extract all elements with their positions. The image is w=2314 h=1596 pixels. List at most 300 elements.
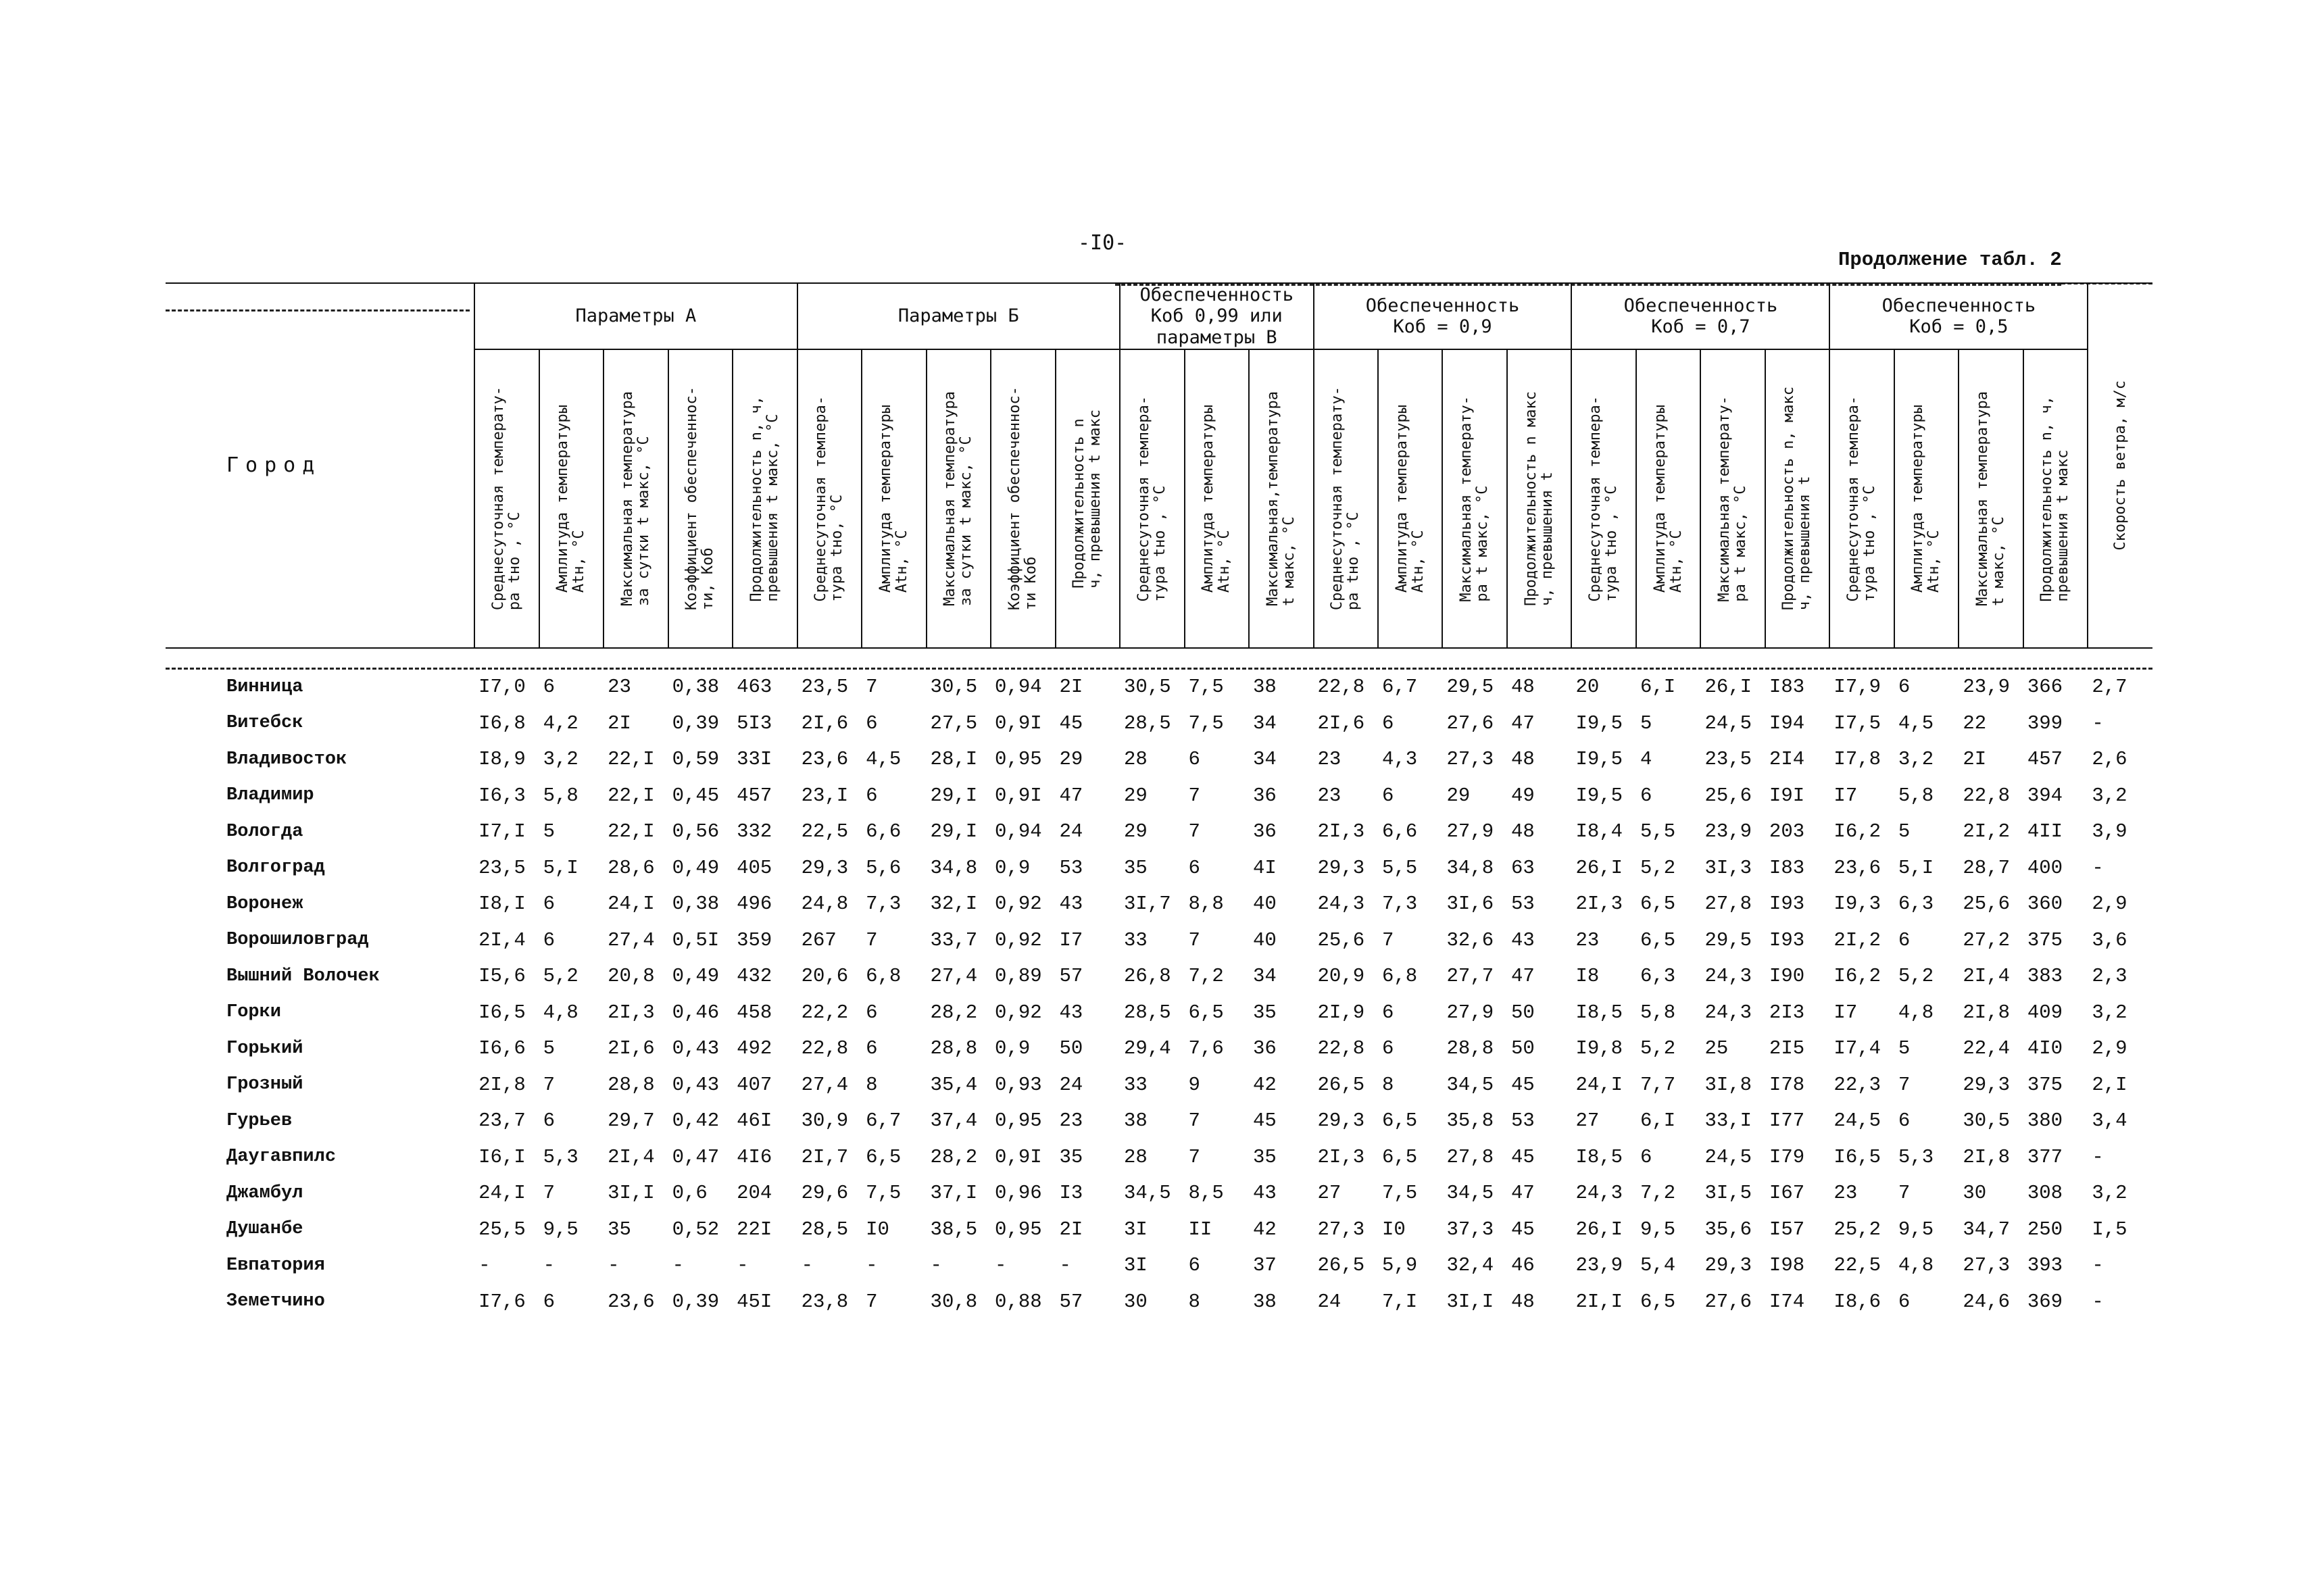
table-cell: I7,I <box>478 820 526 843</box>
table-cell: 0,43 <box>672 1073 720 1096</box>
table-cell: 6,3 <box>1640 965 1676 988</box>
table-cell: - <box>608 1254 620 1277</box>
subheader-23: Амплитуда температуры Аtн, °С <box>1894 349 1959 648</box>
table-cell: 22,8 <box>1963 784 2011 807</box>
table-cell: 27 <box>1317 1182 1341 1205</box>
table-cell: 3,9 <box>2092 820 2127 843</box>
table-cell: 3I,6 <box>1446 893 1494 916</box>
subheader-16: Максимальная температу- ра t макс, °С <box>1442 349 1506 648</box>
table-cell: I9I <box>1769 784 1805 807</box>
subheader-5: Продолжительность n, ч, превышения t макс, °С <box>733 349 797 648</box>
table-cell: 57 <box>1059 1290 1083 1313</box>
table-cell: 35,6 <box>1704 1218 1752 1241</box>
table-cell: 32,6 <box>1446 928 1494 951</box>
table-cell: 27,4 <box>801 1073 849 1096</box>
table-cell: 5,2 <box>1640 1037 1676 1060</box>
table-cell: 375 <box>2027 1073 2063 1096</box>
table-cell: 0,9 <box>995 856 1031 879</box>
table-cell: 3I,I <box>608 1182 655 1205</box>
table-cell: 463 <box>737 676 772 699</box>
table-cell: 46I <box>737 1109 772 1132</box>
table-cell: 369 <box>2027 1290 2063 1313</box>
table-cell: 6,5 <box>1640 893 1676 916</box>
table-cell: 24,I <box>478 1182 526 1205</box>
city-name: Витебск <box>226 713 303 734</box>
table-cell: I8 <box>1575 965 1600 988</box>
table-cell: I6,I <box>478 1145 526 1168</box>
table-cell: 7 <box>1898 1073 1911 1096</box>
table-cell: 7,7 <box>1640 1073 1676 1096</box>
table-cell: 27,9 <box>1446 1001 1494 1024</box>
subheader-4: Коэффициент обеспеченнос- ти, Коб <box>668 349 733 648</box>
table-cell: 23,9 <box>1575 1254 1623 1277</box>
table-cell: 0,52 <box>672 1218 720 1241</box>
table-cell: 2,9 <box>2092 1037 2127 1060</box>
table-cell: 5,6 <box>866 856 902 879</box>
table-cell: - <box>2092 712 2104 734</box>
table-cell: 50 <box>1510 1037 1535 1060</box>
table-cell: 7 <box>543 1073 556 1096</box>
table-cell: 4,3 <box>1382 748 1418 771</box>
table-cell: I7 <box>1059 928 1083 951</box>
table-cell: I7 <box>1833 784 1858 807</box>
table-cell: 33,I <box>1704 1109 1752 1132</box>
table-cell: I9,8 <box>1575 1037 1623 1060</box>
table-cell: 496 <box>737 893 772 916</box>
table-cell: 28,2 <box>930 1145 978 1168</box>
table-cell: 7 <box>1188 784 1200 807</box>
table-cell: 23,5 <box>478 856 526 879</box>
table-cell: 6 <box>543 1290 556 1313</box>
table-cell: 6,3 <box>1898 893 1934 916</box>
city-name: Владимир <box>226 785 314 806</box>
table-cell: I7,5 <box>1833 712 1881 734</box>
table-cell: I67 <box>1769 1182 1805 1205</box>
table-row <box>166 850 2152 887</box>
subheader-20: Максимальная температу- ра t макс, °С <box>1700 349 1765 648</box>
table-cell: 22,8 <box>1317 1037 1365 1060</box>
table-cell: I7,8 <box>1833 748 1881 771</box>
table-cell: 7,3 <box>866 893 902 916</box>
table-cell: 43 <box>1510 928 1535 951</box>
subheader-22: Среднесуточная темпера- тура tно , °С <box>1829 349 1894 648</box>
table-cell: 45 <box>1510 1073 1535 1096</box>
table-cell: 29,3 <box>1704 1254 1752 1277</box>
table-cell: 25,6 <box>1963 893 2011 916</box>
table-cell: 35 <box>1124 856 1148 879</box>
group-header-2 <box>797 283 1120 349</box>
table-cell: 2I,6 <box>608 1037 655 1060</box>
table-cell: 5,3 <box>1898 1145 1934 1168</box>
table-cell: II <box>1188 1218 1212 1241</box>
subheader-10: Продолжительность n ч, превышения t макс <box>1056 349 1121 648</box>
table-cell: - <box>478 1254 491 1277</box>
table-cell: 23,7 <box>478 1109 526 1132</box>
table-cell: I93 <box>1769 893 1805 916</box>
table-row <box>166 958 2152 995</box>
table-cell: 3,6 <box>2092 928 2127 951</box>
table-cell: 48 <box>1510 820 1535 843</box>
table-cell: 7 <box>543 1182 556 1205</box>
table-cell: 27,3 <box>1446 748 1494 771</box>
table-cell: 30 <box>1124 1290 1148 1313</box>
table-cell: I9,5 <box>1575 748 1623 771</box>
subheader-7: Амплитуда температуры Аtн, °С <box>862 349 926 648</box>
table-cell: 5,I <box>543 856 578 879</box>
table-cell: 32,I <box>930 893 978 916</box>
table-cell: 9,5 <box>1640 1218 1676 1241</box>
table-row <box>166 705 2152 742</box>
table-header <box>166 283 2152 648</box>
city-column-header: Город <box>166 283 474 648</box>
table-cell: 29 <box>1059 748 1083 771</box>
table-cell: 409 <box>2027 1001 2063 1024</box>
table-cell: I78 <box>1769 1073 1805 1096</box>
city-name: Евпатория <box>226 1255 325 1276</box>
table-cell: 394 <box>2027 784 2063 807</box>
table-cell: 47 <box>1510 1182 1535 1205</box>
table-cell: 35,4 <box>930 1073 978 1096</box>
table-cell: 2,I <box>2092 1073 2127 1096</box>
table-cell: 0,92 <box>995 1001 1042 1024</box>
table-cell: 50 <box>1510 1001 1535 1024</box>
city-name: Владивосток <box>226 749 347 770</box>
table-row <box>166 1030 2152 1067</box>
city-name: Земетчино <box>226 1291 325 1312</box>
table-cell: 33 <box>1124 1073 1148 1096</box>
table-cell: 28,7 <box>1963 856 2011 879</box>
table-cell: 3,2 <box>2092 1182 2127 1205</box>
table-cell: 250 <box>2027 1218 2063 1241</box>
table-cell: 4,8 <box>1898 1254 1934 1277</box>
table-cell: I83 <box>1769 856 1805 879</box>
table-cell: 7,6 <box>1188 1037 1224 1060</box>
table-cell: 29,I <box>930 820 978 843</box>
table-cell: 29,I <box>930 784 978 807</box>
table-cell: 20,6 <box>801 965 849 988</box>
table-cell: 5 <box>543 820 556 843</box>
group-header-label: Параметры А <box>575 305 697 327</box>
table-cell: 5 <box>1640 712 1652 734</box>
table-cell: 27,9 <box>1446 820 1494 843</box>
group-header-row <box>166 283 2152 349</box>
table-cell: 0,49 <box>672 965 720 988</box>
table-cell: 3,4 <box>2092 1109 2127 1132</box>
table-cell: 7 <box>1188 1109 1200 1132</box>
table-cell: I,5 <box>2092 1218 2127 1241</box>
table-cell: 25 <box>1704 1037 1729 1060</box>
table-cell: 23,6 <box>608 1290 655 1313</box>
table-cell: 5,8 <box>1898 784 1934 807</box>
table-cell: 37 <box>1253 1254 1277 1277</box>
table-cell: I6,5 <box>478 1001 526 1024</box>
table-cell: 2I,6 <box>801 712 849 734</box>
table-cell: 0,94 <box>995 676 1042 699</box>
table-cell: 8 <box>1382 1073 1394 1096</box>
table-cell: 23,I <box>801 784 849 807</box>
table-cell: 53 <box>1059 856 1083 879</box>
table-cell: 5,8 <box>1640 1001 1676 1024</box>
table-cell: 26,5 <box>1317 1073 1365 1096</box>
table-cell: 25,6 <box>1704 784 1752 807</box>
table-cell: 23 <box>608 676 631 699</box>
table-continuation-label: Продолжение табл. 2 <box>1838 249 2062 271</box>
table-cell: 45 <box>1510 1218 1535 1241</box>
table-cell: 34,5 <box>1446 1182 1494 1205</box>
table-cell: 22,3 <box>1833 1073 1881 1096</box>
table-cell: 22,I <box>608 820 655 843</box>
table-cell: 29,3 <box>1963 1073 2011 1096</box>
table-cell: 492 <box>737 1037 772 1060</box>
table-cell: 30,5 <box>1124 676 1171 699</box>
table-cell: 23,9 <box>1963 676 2011 699</box>
table-row <box>166 648 2152 705</box>
table-cell: 6 <box>1382 1037 1394 1060</box>
table-cell: 6 <box>1382 784 1394 807</box>
table-cell: 3,2 <box>1898 748 1934 771</box>
table-cell: 4I <box>1253 856 1277 879</box>
table-cell: 2I,I <box>1575 1290 1623 1313</box>
table-cell: - <box>737 1254 749 1277</box>
group-header-3 <box>1120 283 1313 349</box>
table-cell: 30,5 <box>930 676 978 699</box>
group-header-1 <box>474 283 797 349</box>
table-cell: 42 <box>1253 1073 1277 1096</box>
table-cell: 6 <box>1640 1145 1652 1168</box>
table-cell: 33 <box>1124 928 1148 951</box>
table-cell: 7,2 <box>1640 1182 1676 1205</box>
table-cell: 2,7 <box>2092 676 2127 699</box>
table-cell: 26,I <box>1575 856 1623 879</box>
table-cell: 35 <box>1253 1145 1277 1168</box>
table-cell: 29 <box>1124 820 1148 843</box>
table-cell: 6 <box>1898 1109 1911 1132</box>
table-cell: 0,96 <box>995 1182 1042 1205</box>
table-cell: 23,6 <box>1833 856 1881 879</box>
table-cell: I74 <box>1769 1290 1805 1313</box>
table-cell: 23,8 <box>801 1290 849 1313</box>
table-cell: 27,5 <box>930 712 978 734</box>
table-cell: 203 <box>1769 820 1805 843</box>
table-cell: 0,43 <box>672 1037 720 1060</box>
table-cell: 23 <box>1833 1182 1858 1205</box>
table-cell: 0,95 <box>995 748 1042 771</box>
table-cell: I6,2 <box>1833 965 1881 988</box>
table-cell: 25,2 <box>1833 1218 1881 1241</box>
table-cell: 34 <box>1253 965 1277 988</box>
table-cell: 7 <box>866 1290 878 1313</box>
table-row <box>166 778 2152 814</box>
table-cell: 8,8 <box>1188 893 1224 916</box>
table-row <box>166 741 2152 778</box>
table-cell: 47 <box>1510 965 1535 988</box>
table-cell: 22,5 <box>1833 1254 1881 1277</box>
table-cell: 7,I <box>1382 1290 1418 1313</box>
table-cell: 22,8 <box>1317 676 1365 699</box>
table-cell: 399 <box>2027 712 2063 734</box>
table-cell: - <box>543 1254 556 1277</box>
subheader-24: Максимальная температура t макс, °С <box>1959 349 2023 648</box>
table-cell: 2I,8 <box>1963 1145 2011 1168</box>
table-cell: 6 <box>543 893 556 916</box>
table-cell: 6,6 <box>866 820 902 843</box>
table-cell: 23 <box>1317 784 1341 807</box>
group-header-label: Обеспеченность Коб = 0,9 <box>1365 295 1520 337</box>
table-cell: 27,6 <box>1446 712 1494 734</box>
table-cell: 6,I <box>1640 676 1676 699</box>
table-cell: 27,6 <box>1704 1290 1752 1313</box>
table-cell: 32,4 <box>1446 1254 1494 1277</box>
table-cell: I8,4 <box>1575 820 1623 843</box>
city-name: Джамбул <box>226 1182 303 1203</box>
table-cell: 2I,3 <box>1317 820 1365 843</box>
table-cell: I8,5 <box>1575 1145 1623 1168</box>
table-cell: 22,2 <box>801 1001 849 1024</box>
table-cell: 380 <box>2027 1109 2063 1132</box>
table-cell: I7,9 <box>1833 676 1881 699</box>
table-cell: 5,4 <box>1640 1254 1676 1277</box>
table-cell: 37,3 <box>1446 1218 1494 1241</box>
table-cell: 35 <box>1253 1001 1277 1024</box>
subheader-14: Среднесуточная температу- ра tно , °С <box>1314 349 1378 648</box>
table-cell: 4II <box>2027 820 2063 843</box>
table-cell: 29 <box>1124 784 1148 807</box>
table-cell: 377 <box>2027 1145 2063 1168</box>
table-cell: 0,92 <box>995 893 1042 916</box>
table-cell: 20,8 <box>608 965 655 988</box>
table-cell: 24,3 <box>1704 1001 1752 1024</box>
table-cell: 6 <box>543 1109 556 1132</box>
table-cell: 7 <box>1188 820 1200 843</box>
subheader-2: Амплитуда температуры Аtн, °С <box>539 349 604 648</box>
table-cell: 359 <box>737 928 772 951</box>
table-cell: 3I,5 <box>1704 1182 1752 1205</box>
table-cell: 0,94 <box>995 820 1042 843</box>
table-cell: 34 <box>1253 712 1277 734</box>
table-cell: I93 <box>1769 928 1805 951</box>
table-cell: 23,9 <box>1704 820 1752 843</box>
table-cell: 0,9I <box>995 712 1042 734</box>
table-cell: 2I,7 <box>801 1145 849 1168</box>
table-cell: 383 <box>2027 965 2063 988</box>
table-cell: 407 <box>737 1073 772 1096</box>
table-cell: 457 <box>737 784 772 807</box>
table-cell: 23 <box>1575 928 1600 951</box>
table-cell: 26,8 <box>1124 965 1171 988</box>
table-cell: 34,7 <box>1963 1218 2011 1241</box>
table-cell: 0,95 <box>995 1109 1042 1132</box>
table-cell: 3I,8 <box>1704 1073 1752 1096</box>
table-cell: 308 <box>2027 1182 2063 1205</box>
table-cell: 27,4 <box>608 928 655 951</box>
table-cell: 3,2 <box>543 748 578 771</box>
table-cell: 28,I <box>930 748 978 771</box>
table-cell: 2I,3 <box>1317 1145 1365 1168</box>
table-cell: I7,0 <box>478 676 526 699</box>
table-cell: 43 <box>1059 893 1083 916</box>
table-cell: 5,2 <box>1640 856 1676 879</box>
table-cell: 27,8 <box>1446 1145 1494 1168</box>
table-cell: 4,5 <box>866 748 902 771</box>
table-cell: 0,39 <box>672 1290 720 1313</box>
table-cell: 6 <box>866 1037 878 1060</box>
table-cell: 28,5 <box>1124 1001 1171 1024</box>
table-cell: 30,8 <box>930 1290 978 1313</box>
city-name: Даугавпилс <box>226 1147 337 1168</box>
table-cell: 35,8 <box>1446 1109 1494 1132</box>
subheader-13: Максимальная,температура t макс, °С <box>1249 349 1314 648</box>
table-cell: 35 <box>608 1218 631 1241</box>
table-cell: I7,4 <box>1833 1037 1881 1060</box>
table-cell: I8,5 <box>1575 1001 1623 1024</box>
city-name: Горький <box>226 1038 303 1059</box>
subheader-12: Амплитуда температуры Аtн, °С <box>1185 349 1249 648</box>
subheader-17: Продолжительность n макс ч, превышения t <box>1507 349 1572 648</box>
table-cell: 3I,I <box>1446 1290 1494 1313</box>
table-cell: 33I <box>737 748 772 771</box>
table-cell: 0,45 <box>672 784 720 807</box>
table-cell: 5,I <box>1898 856 1934 879</box>
table-cell: 2I,4 <box>478 928 526 951</box>
table-row <box>166 814 2152 850</box>
table-cell: 0,88 <box>995 1290 1042 1313</box>
table-cell: 2I3 <box>1769 1001 1805 1024</box>
table-body <box>166 648 2152 1320</box>
table-cell: 23 <box>1317 748 1341 771</box>
table-cell: - <box>672 1254 684 1277</box>
city-name: Винница <box>226 676 303 697</box>
table-cell: 22,I <box>608 784 655 807</box>
table-cell: 432 <box>737 965 772 988</box>
table-cell: 29,6 <box>801 1182 849 1205</box>
table-cell: I0 <box>1382 1218 1406 1241</box>
table-cell: 0,42 <box>672 1109 720 1132</box>
table-cell: 5,5 <box>1640 820 1676 843</box>
table-cell: I98 <box>1769 1254 1805 1277</box>
table-cell: 23,5 <box>1704 748 1752 771</box>
table-cell: 2I,6 <box>1317 712 1365 734</box>
table-cell: 26,5 <box>1317 1254 1365 1277</box>
table-cell: 7,5 <box>1188 676 1224 699</box>
city-name: Вышний Волочек <box>226 966 380 987</box>
table-cell: 0,6 <box>672 1182 708 1205</box>
table-cell: 8 <box>1188 1290 1200 1313</box>
table-cell: 2I,3 <box>608 1001 655 1024</box>
temperature-table <box>166 282 2152 1320</box>
table-cell: 34 <box>1253 748 1277 771</box>
table-cell: 0,92 <box>995 928 1042 951</box>
table-cell: 5,9 <box>1382 1254 1418 1277</box>
subheader-9: Коэффициент обеспеченнос- ти Коб <box>991 349 1055 648</box>
table-cell: I57 <box>1769 1218 1805 1241</box>
table-cell: 2I,8 <box>478 1073 526 1096</box>
table-cell: 7 <box>866 928 878 951</box>
table-cell: 2I,2 <box>1963 820 2011 843</box>
subheader-6: Среднесуточная темпера- тура tно, °С <box>797 349 862 648</box>
table-cell: 23,5 <box>801 676 849 699</box>
table-cell: 34,8 <box>1446 856 1494 879</box>
table-cell: 0,5I <box>672 928 720 951</box>
subheader-18: Среднесуточная темпера- тура tно , °С <box>1571 349 1635 648</box>
table-cell: 38 <box>1253 1290 1277 1313</box>
table-cell: 27,3 <box>1317 1218 1365 1241</box>
table-cell: 5,8 <box>543 784 578 807</box>
table-cell: 24,5 <box>1704 712 1752 734</box>
table-cell: 27,8 <box>1704 893 1752 916</box>
table-cell: 48 <box>1510 676 1535 699</box>
table-cell: 45I <box>737 1290 772 1313</box>
table-cell: 27 <box>1575 1109 1600 1132</box>
